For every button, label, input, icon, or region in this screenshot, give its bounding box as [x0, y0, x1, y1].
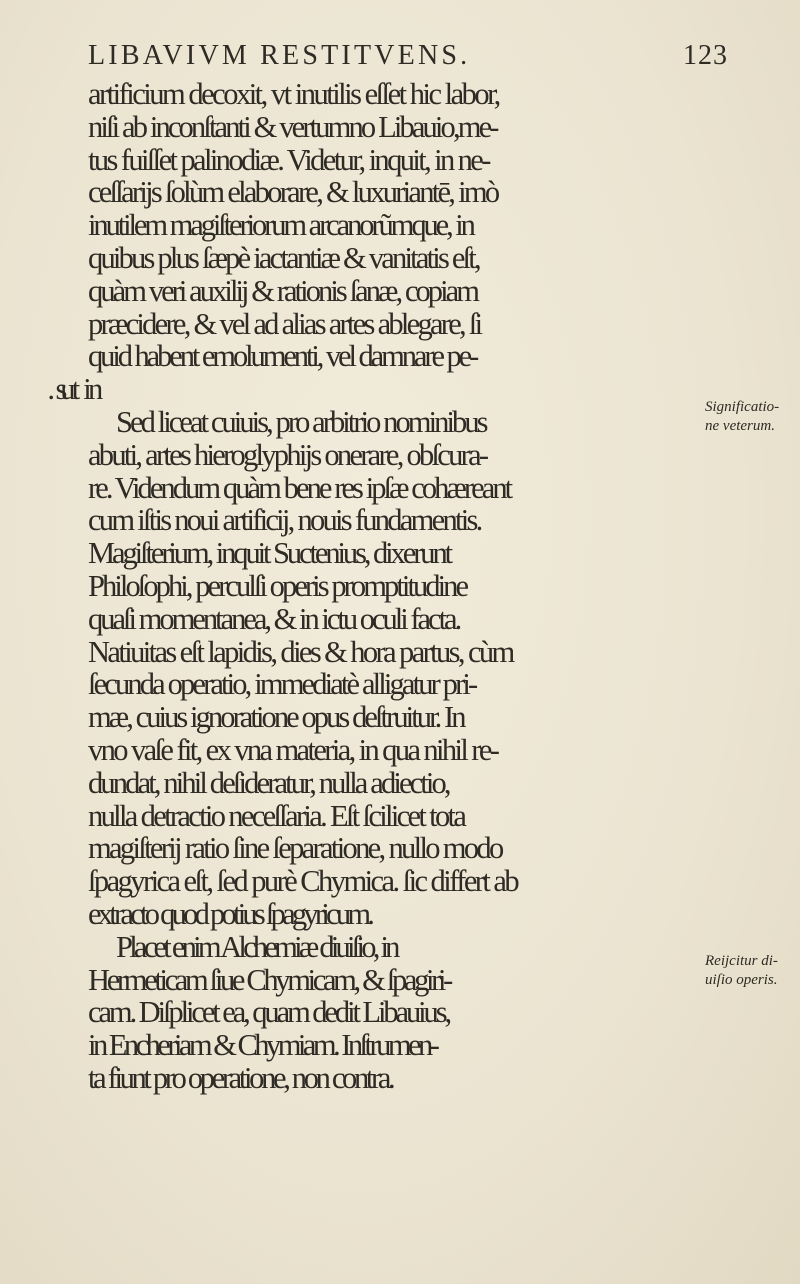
running-header: [88, 40, 728, 78]
text-line: in Encheriam & Chymiam. Inſtrumen-: [88, 1028, 437, 1063]
text-line: cam. Diſplicet ea, quam dedit Libauius,: [88, 995, 450, 1030]
text-line: quàm veri auxilij & rationis ſanæ, copiam: [88, 273, 478, 308]
text-line: Sed liceat cuiuis, pro arbitrio nominibus: [116, 404, 486, 439]
text-line: quibus plus ſæpè iactantiæ & vanitatis eſt,: [88, 240, 479, 275]
margin-note-line: Significatio-: [705, 399, 780, 415]
text-line: tus fuiſſet palinodiæ. Videtur, inquit, in ne-: [88, 142, 489, 177]
margin-note-line: uiſio operis.: [705, 972, 778, 988]
text-line: inutilem magiſteriorum arcanorũmque, in: [88, 208, 473, 243]
text-line: mæ, cuius ignoratione opus deſtruitur. In: [88, 700, 464, 735]
running-title: LIBAVIVM RESTITVENS.: [88, 40, 471, 71]
text-line: Natiuitas eſt lapidis, dies & hora partus, cùm: [88, 634, 513, 669]
text-line: vno vaſe fit, ex vna materia, in qua nihil re-: [88, 732, 498, 767]
text-line: quaſi momentanea, & in ictu oculi facta.: [88, 601, 460, 636]
text-line: niſi ab inconſtanti & vertumno Libauio,me-: [88, 109, 497, 144]
text-line: [88, 373, 800, 406]
body-text: [88, 78, 800, 1095]
text-line: ſecunda operatio, immediatè alligatur pri-: [88, 667, 476, 702]
text-line: quid habent emolumenti, vel damnare pe-: [88, 339, 477, 374]
text-line: cum iſtis noui artificij, nouis fundamentis.: [88, 503, 481, 538]
text-line: extracto quod potius ſpagyricum.: [88, 896, 372, 931]
text-line: Placet enim Alchemiæ diuiſio, in: [116, 929, 397, 964]
page-number: 123: [683, 40, 728, 71]
text-line: magiſterij ratio ſine ſeparatione, nullo modo: [88, 831, 502, 866]
text-line: Magiſterium, inquit Suctenius, dixerunt: [88, 536, 451, 571]
text-line: artificium decoxit, vt inutilis eſſet hic labor,: [88, 77, 499, 111]
text-line: Hermeticam ſiue Chymicam, & ſpagiri-: [88, 962, 450, 997]
text-line: ceſſarijs ſolùm elaborare, & luxuriantē, imò: [88, 175, 498, 210]
margin-note: [705, 398, 795, 436]
margin-note: [705, 952, 795, 990]
text-line: Philoſophi, perculſi operis promptitudine: [88, 568, 467, 603]
text-line: abuti, artes hieroglyphijs onerare, obſcura-: [88, 437, 487, 472]
text-line: ta fiunt pro operatione, non contra.: [88, 1060, 393, 1095]
text-line: re. Videndum quàm bene res ipſæ cohæreant: [88, 470, 511, 505]
text-line: præcidere, & vel ad alias artes ablegare, ſi: [88, 306, 481, 341]
margin-note-line: Reijcitur di-: [705, 953, 778, 969]
text-line: ſpagyrica eſt, ſed purè Chymica. ſic differt ab: [88, 864, 518, 899]
text-line: dundat, nihil deſideratur, nulla adiectio,: [88, 765, 449, 800]
margin-note-line: ne veterum.: [705, 418, 775, 434]
text-line: nulla detractio neceſſaria. Eſt ſcilicet tota: [88, 798, 465, 833]
